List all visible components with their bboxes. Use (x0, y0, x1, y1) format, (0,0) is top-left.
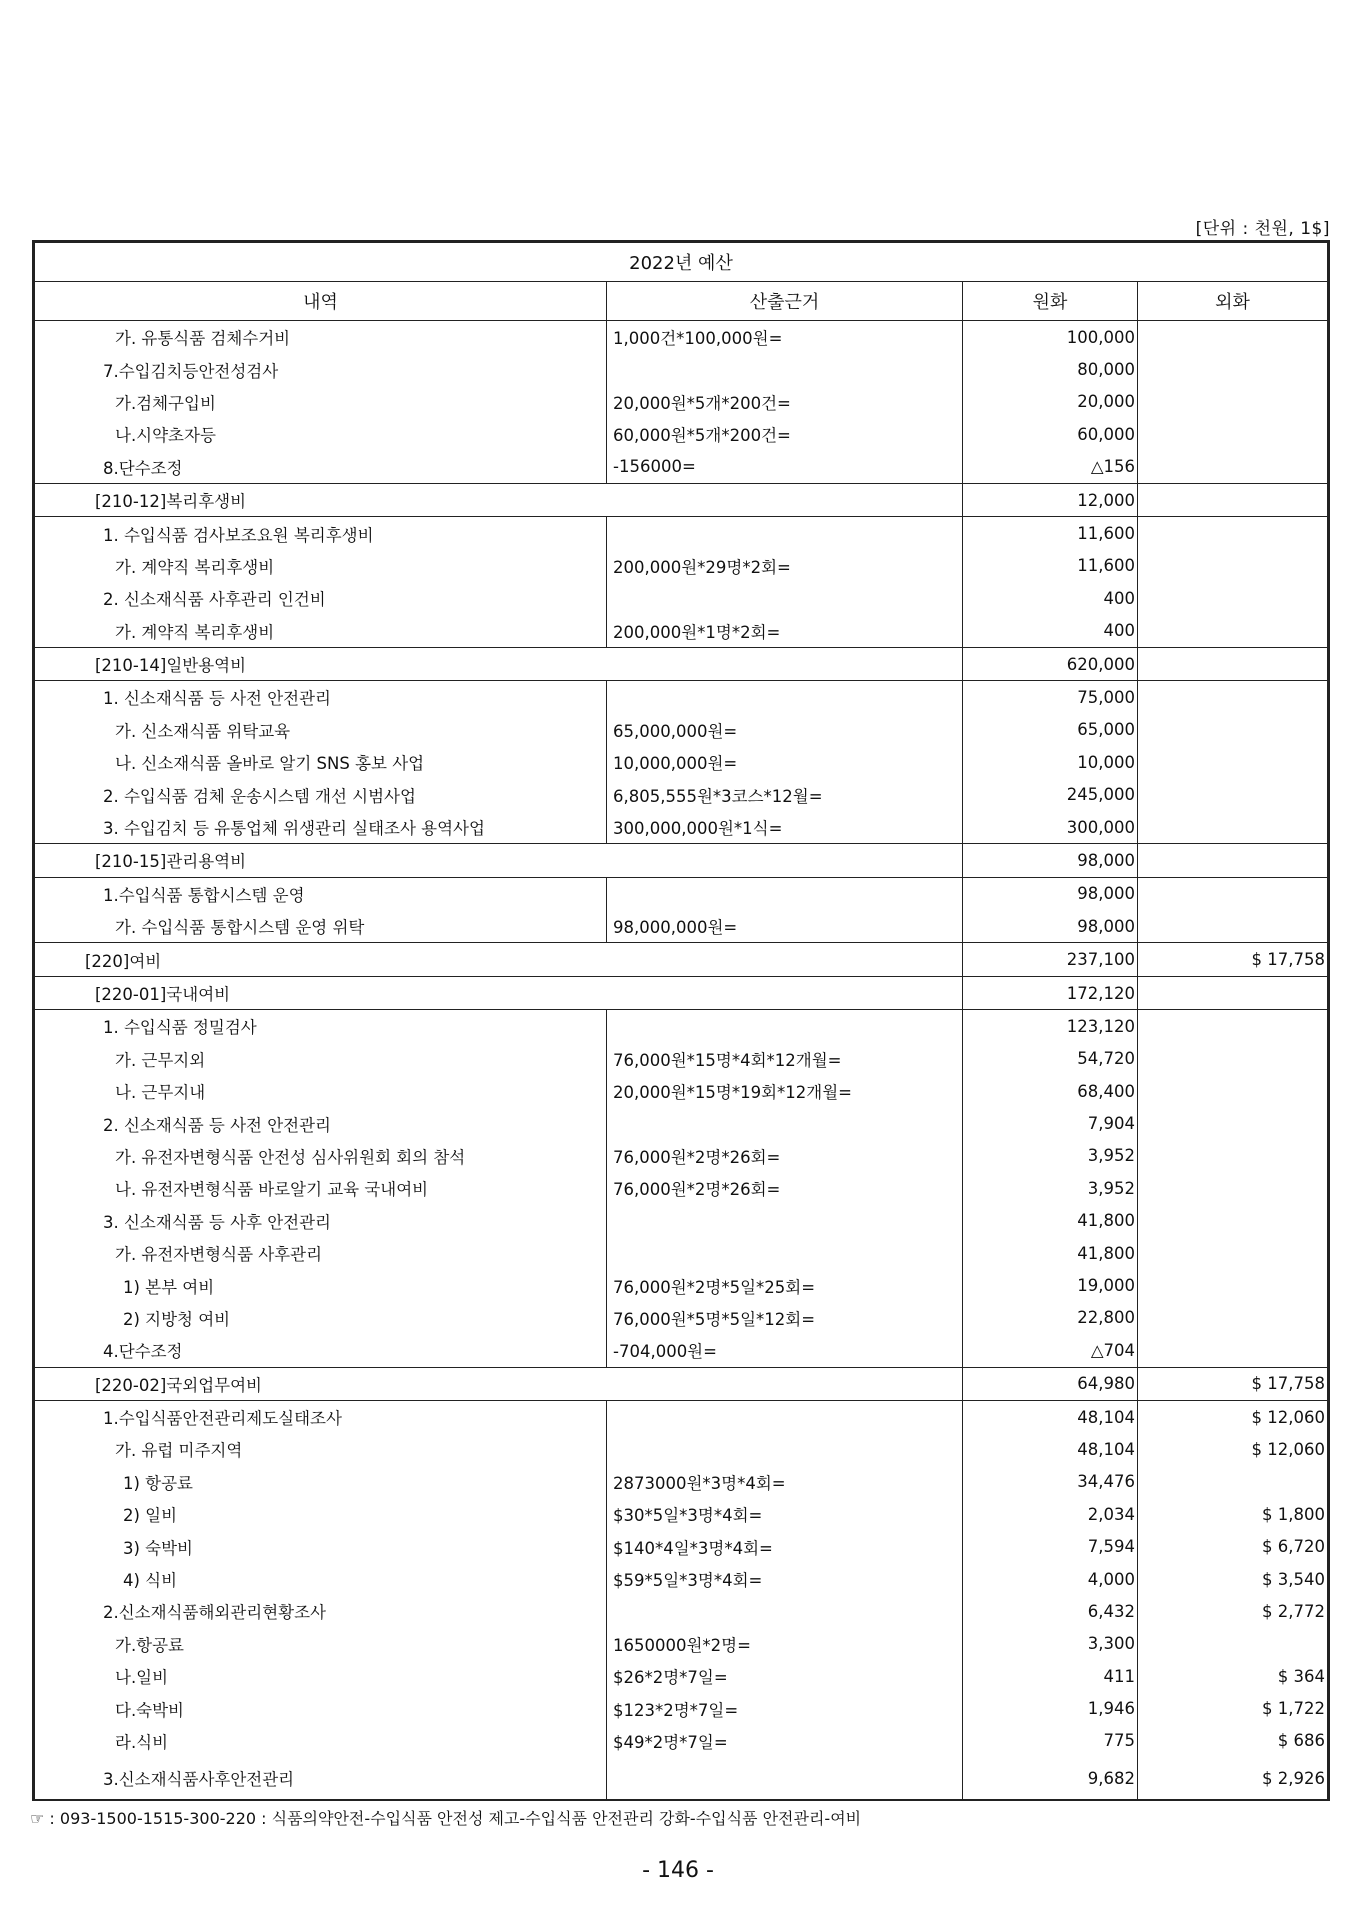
cell-krw: 4,000 (963, 1563, 1138, 1595)
description-text: 2) 지방청 여비 (123, 1309, 231, 1329)
cell-basis: 20,000원*15명*19회*12개월= (607, 1075, 963, 1107)
cell-basis: 98,000,000원= (607, 910, 963, 943)
cell-krw: 34,476 (963, 1466, 1138, 1498)
cell-krw: 100,000 (963, 321, 1138, 354)
cell-krw: △156 (963, 451, 1138, 484)
description-text: 3. 신소재식품 등 사후 안전관리 (103, 1212, 331, 1232)
cell-description (35, 1205, 607, 1237)
cell-basis: $59*5일*3명*4회= (607, 1563, 963, 1595)
description-text: 다.숙박비 (115, 1700, 185, 1720)
cell-basis: 65,000,000원= (607, 714, 963, 746)
description-text: [210-14]일반용역비 (95, 656, 247, 676)
cell-description (35, 681, 607, 714)
cell-foreign (1138, 1237, 1328, 1269)
cell-basis (607, 1010, 963, 1043)
cell-foreign (1138, 714, 1328, 746)
description-text: 나.시약초자등 (115, 426, 216, 446)
cell-description (35, 778, 607, 810)
footnote: ☞ : 093-1500-1515-300-220 : 식품의약안전-수입식품 안전성 제고-수입식품 안전관리 강화-수입식품 안전관리-여비 (30, 1809, 862, 1828)
cell-description (35, 1140, 607, 1172)
description-text: 1. 수입식품 검사보조요원 복리후생비 (103, 525, 374, 545)
description-text: 4) 식비 (123, 1571, 178, 1591)
cell-basis (607, 877, 963, 910)
cell-foreign: $ 6,720 (1138, 1530, 1328, 1562)
description-text: 1. 수입식품 정밀검사 (103, 1018, 257, 1038)
description-text: 가. 유통식품 검체수거비 (115, 329, 291, 349)
cell-basis (607, 353, 963, 385)
cell-foreign (1138, 647, 1328, 680)
cell-foreign: $ 686 (1138, 1725, 1328, 1757)
cell-krw: 80,000 (963, 353, 1138, 385)
cell-foreign (1138, 844, 1328, 877)
cell-description (35, 811, 607, 844)
cell-foreign (1138, 1107, 1328, 1139)
cell-foreign (1138, 1010, 1328, 1043)
unit-label: [단위 : 천원, 1$] (1195, 219, 1330, 239)
cell-description (35, 746, 607, 778)
cell-description (35, 1269, 607, 1301)
cell-basis: 60,000원*5개*200건= (607, 418, 963, 450)
cell-krw: 48,104 (963, 1433, 1138, 1465)
cell-krw: 41,800 (963, 1205, 1138, 1237)
cell-krw: 300,000 (963, 811, 1138, 844)
cell-description (35, 910, 607, 943)
table-row (35, 1302, 1328, 1334)
cell-description (35, 844, 963, 877)
cell-basis (607, 582, 963, 614)
cell-description (35, 647, 963, 680)
cell-foreign: $ 1,722 (1138, 1692, 1328, 1724)
description-text: 4.단수조정 (103, 1342, 183, 1362)
table-row (35, 1140, 1328, 1172)
cell-foreign (1138, 1172, 1328, 1204)
cell-foreign (1138, 910, 1328, 943)
cell-foreign: $ 12,060 (1138, 1433, 1328, 1465)
cell-krw: 6,432 (963, 1595, 1138, 1627)
cell-basis (607, 1205, 963, 1237)
cell-description (35, 976, 963, 1009)
table-title: 2022년 예산 (35, 243, 1328, 282)
cell-krw: 68,400 (963, 1075, 1138, 1107)
description-text: [220-02]국외업무여비 (95, 1375, 262, 1395)
cell-foreign: $ 2,772 (1138, 1595, 1328, 1627)
cell-basis (607, 1237, 963, 1269)
cell-description (35, 1334, 607, 1367)
cell-description (35, 1660, 607, 1692)
page-number: - 146 - (642, 1858, 714, 1883)
cell-foreign: $ 364 (1138, 1660, 1328, 1692)
cell-krw: 7,594 (963, 1530, 1138, 1562)
cell-description (35, 1075, 607, 1107)
description-text: 나. 신소재식품 올바로 알기 SNS 홍보 사업 (115, 754, 425, 774)
description-text: 라.식비 (115, 1732, 169, 1752)
description-text: 1.수입식품안전관리제도실태조사 (103, 1409, 342, 1429)
description-text: 가. 계약직 복리후생비 (115, 557, 275, 577)
cell-basis: 2873000원*3명*4회= (607, 1466, 963, 1498)
cell-description (35, 1595, 607, 1627)
header-krw: 원화 (963, 282, 1138, 321)
cell-foreign (1138, 1205, 1328, 1237)
cell-basis: 200,000원*29명*2회= (607, 550, 963, 582)
cell-krw: 20,000 (963, 386, 1138, 418)
cell-description (35, 1530, 607, 1562)
cell-basis: 76,000원*15명*4회*12개월= (607, 1043, 963, 1075)
description-text: 2. 신소재식품 사후관리 인건비 (103, 590, 326, 610)
cell-krw: 9,682 (963, 1757, 1138, 1799)
cell-description (35, 1692, 607, 1724)
cell-description (35, 1367, 963, 1400)
description-text: 가. 계약직 복리후생비 (115, 622, 275, 642)
cell-krw: 400 (963, 582, 1138, 614)
cell-krw: 172,120 (963, 976, 1138, 1009)
cell-foreign (1138, 1628, 1328, 1660)
cell-foreign (1138, 483, 1328, 516)
cell-foreign (1138, 877, 1328, 910)
table-row (35, 1595, 1328, 1627)
cell-krw: 98,000 (963, 910, 1138, 943)
table-row (35, 1269, 1328, 1301)
table-row (35, 1498, 1328, 1530)
cell-basis: 76,000원*5명*5일*12회= (607, 1302, 963, 1334)
cell-basis: $30*5일*3명*4회= (607, 1498, 963, 1530)
description-text: 나. 유전자변형식품 바로알기 교육 국내여비 (115, 1180, 429, 1200)
cell-basis: 6,805,555원*3코스*12월= (607, 778, 963, 810)
description-text: 1.수입식품 통합시스템 운영 (103, 885, 305, 905)
cell-description (35, 517, 607, 550)
table-row (35, 1334, 1328, 1367)
cell-krw: 1,946 (963, 1692, 1138, 1724)
cell-basis: -704,000원= (607, 1334, 963, 1367)
cell-description (35, 877, 607, 910)
cell-foreign (1138, 451, 1328, 484)
cell-foreign (1138, 1075, 1328, 1107)
description-text: 가.항공료 (115, 1635, 185, 1655)
header-basis: 산출근거 (607, 282, 963, 321)
cell-basis (607, 1595, 963, 1627)
table-row (35, 1692, 1328, 1724)
table-row (35, 714, 1328, 746)
cell-foreign (1138, 615, 1328, 648)
cell-basis (607, 1400, 963, 1433)
cell-foreign: $ 2,926 (1138, 1757, 1328, 1799)
cell-foreign (1138, 681, 1328, 714)
cell-krw: 245,000 (963, 778, 1138, 810)
cell-description (35, 550, 607, 582)
cell-krw: 12,000 (963, 483, 1138, 516)
description-text: 가.검체구입비 (115, 393, 216, 413)
cell-foreign (1138, 976, 1328, 1009)
cell-krw: 60,000 (963, 418, 1138, 450)
table-row (35, 1205, 1328, 1237)
description-text: 가. 신소재식품 위탁교육 (115, 721, 291, 741)
cell-description (35, 1433, 607, 1465)
cell-krw: 400 (963, 615, 1138, 648)
description-text: 나. 근무지내 (115, 1083, 206, 1103)
table-row (35, 910, 1328, 943)
cell-foreign (1138, 1302, 1328, 1334)
cell-description (35, 615, 607, 648)
cell-foreign: $ 3,540 (1138, 1563, 1328, 1595)
cell-krw: 123,120 (963, 1010, 1138, 1043)
cell-description (35, 418, 607, 450)
cell-foreign: $ 12,060 (1138, 1400, 1328, 1433)
cell-krw: 41,800 (963, 1237, 1138, 1269)
cell-foreign (1138, 778, 1328, 810)
cell-krw: 2,034 (963, 1498, 1138, 1530)
cell-description (35, 1628, 607, 1660)
cell-basis: 200,000원*1명*2회= (607, 615, 963, 648)
cell-krw: 411 (963, 1660, 1138, 1692)
table-row (35, 1010, 1328, 1043)
table-row (35, 811, 1328, 844)
description-text: [220]여비 (85, 951, 162, 971)
table-row (35, 1043, 1328, 1075)
table-row (35, 483, 1328, 516)
cell-description (35, 483, 963, 516)
description-text: 1) 본부 여비 (123, 1277, 215, 1297)
table-row (35, 1628, 1328, 1660)
cell-description (35, 1466, 607, 1498)
description-text: 8.단수조정 (103, 458, 183, 478)
cell-basis (607, 1757, 963, 1799)
description-text: 3. 수입김치 등 유통업체 위생관리 실태조사 용역사업 (103, 819, 485, 839)
budget-table (34, 242, 1328, 1799)
table-row (35, 943, 1328, 976)
header-foreign: 외화 (1138, 282, 1328, 321)
cell-krw: 11,600 (963, 550, 1138, 582)
cell-krw: 98,000 (963, 877, 1138, 910)
cell-foreign (1138, 550, 1328, 582)
header-description: 내역 (35, 282, 607, 321)
cell-foreign (1138, 1140, 1328, 1172)
cell-foreign (1138, 1043, 1328, 1075)
table-row (35, 1466, 1328, 1498)
cell-basis: $49*2명*7일= (607, 1725, 963, 1757)
cell-description (35, 582, 607, 614)
cell-krw: 64,980 (963, 1367, 1138, 1400)
cell-basis: 10,000,000원= (607, 746, 963, 778)
cell-basis: $26*2명*7일= (607, 1660, 963, 1692)
cell-description (35, 943, 963, 976)
cell-description (35, 1237, 607, 1269)
description-text: 가. 유전자변형식품 사후관리 (115, 1245, 323, 1265)
cell-krw: 3,300 (963, 1628, 1138, 1660)
table-row (35, 1660, 1328, 1692)
cell-description (35, 1400, 607, 1433)
cell-krw: 775 (963, 1725, 1138, 1757)
cell-basis: $123*2명*7일= (607, 1692, 963, 1724)
cell-basis: -156000= (607, 451, 963, 484)
cell-basis (607, 1107, 963, 1139)
cell-foreign (1138, 811, 1328, 844)
cell-krw: 19,000 (963, 1269, 1138, 1301)
cell-description (35, 1302, 607, 1334)
cell-description (35, 321, 607, 354)
table-row (35, 647, 1328, 680)
table-row (35, 550, 1328, 582)
description-text: [210-15]관리용역비 (95, 852, 247, 872)
cell-basis: 1,000건*100,000원= (607, 321, 963, 354)
table-row (35, 1107, 1328, 1139)
table-row (35, 1237, 1328, 1269)
cell-krw: 7,904 (963, 1107, 1138, 1139)
budget-table-container (32, 240, 1330, 1801)
description-text: 가. 유전자변형식품 안전성 심사위원회 회의 참석 (115, 1147, 466, 1167)
cell-foreign: $ 1,800 (1138, 1498, 1328, 1530)
cell-description (35, 386, 607, 418)
description-text: 1. 신소재식품 등 사전 안전관리 (103, 689, 331, 709)
cell-basis: 20,000원*5개*200건= (607, 386, 963, 418)
table-row (35, 877, 1328, 910)
cell-foreign (1138, 1269, 1328, 1301)
table-body (35, 321, 1328, 1800)
table-row (35, 321, 1328, 354)
cell-basis (607, 1433, 963, 1465)
cell-foreign (1138, 353, 1328, 385)
cell-foreign (1138, 321, 1328, 354)
cell-basis: 300,000,000원*1식= (607, 811, 963, 844)
cell-description (35, 1757, 607, 1799)
cell-krw: 54,720 (963, 1043, 1138, 1075)
cell-krw: 10,000 (963, 746, 1138, 778)
cell-description (35, 1107, 607, 1139)
description-text: 나.일비 (115, 1668, 169, 1688)
cell-description (35, 1010, 607, 1043)
cell-basis: 1650000원*2명= (607, 1628, 963, 1660)
cell-krw: 620,000 (963, 647, 1138, 680)
cell-krw: 98,000 (963, 844, 1138, 877)
table-row (35, 1172, 1328, 1204)
cell-description (35, 714, 607, 746)
table-row (35, 1075, 1328, 1107)
description-text: 가. 유럽 미주지역 (115, 1441, 243, 1461)
table-row (35, 582, 1328, 614)
cell-basis: $140*4일*3명*4회= (607, 1530, 963, 1562)
cell-foreign (1138, 1466, 1328, 1498)
description-text: 3) 숙박비 (123, 1538, 193, 1558)
cell-krw: 48,104 (963, 1400, 1138, 1433)
cell-description (35, 353, 607, 385)
table-row (35, 1400, 1328, 1433)
cell-foreign: $ 17,758 (1138, 943, 1328, 976)
description-text: 2. 수입식품 검체 운송시스템 개선 시범사업 (103, 786, 416, 806)
cell-foreign (1138, 1334, 1328, 1367)
cell-krw: 22,800 (963, 1302, 1138, 1334)
cell-description (35, 1725, 607, 1757)
cell-description (35, 1563, 607, 1595)
cell-krw: 3,952 (963, 1140, 1138, 1172)
cell-basis: 76,000원*2명*26회= (607, 1140, 963, 1172)
table-row (35, 353, 1328, 385)
description-text: [220-01]국내여비 (95, 985, 231, 1004)
cell-krw: 75,000 (963, 681, 1138, 714)
description-text: 1) 항공료 (123, 1473, 193, 1493)
cell-krw: 3,952 (963, 1172, 1138, 1204)
table-row (35, 418, 1328, 450)
cell-foreign (1138, 418, 1328, 450)
cell-description (35, 1043, 607, 1075)
table-row (35, 844, 1328, 877)
cell-basis (607, 681, 963, 714)
cell-description (35, 1172, 607, 1204)
cell-description (35, 451, 607, 484)
description-text: 2. 신소재식품 등 사전 안전관리 (103, 1115, 331, 1135)
table-row (35, 517, 1328, 550)
cell-krw: △704 (963, 1334, 1138, 1367)
description-text: [210-12]복리후생비 (95, 492, 247, 512)
table-row (35, 1530, 1328, 1562)
table-row (35, 386, 1328, 418)
table-row (35, 1563, 1328, 1595)
description-text: 7.수입김치등안전성검사 (103, 361, 279, 381)
table-row (35, 681, 1328, 714)
cell-krw: 11,600 (963, 517, 1138, 550)
table-row (35, 1757, 1328, 1799)
cell-foreign: $ 17,758 (1138, 1367, 1328, 1400)
description-text: 2) 일비 (123, 1506, 178, 1526)
table-row (35, 451, 1328, 484)
description-text: 가. 근무지외 (115, 1050, 206, 1070)
description-text: 3.신소재식품사후안전관리 (103, 1770, 295, 1790)
cell-basis: 76,000원*2명*26회= (607, 1172, 963, 1204)
description-text: 가. 수입식품 통합시스템 운영 위탁 (115, 918, 365, 938)
cell-description (35, 1498, 607, 1530)
table-row (35, 976, 1328, 1009)
cell-basis: 76,000원*2명*5일*25회= (607, 1269, 963, 1301)
cell-krw: 65,000 (963, 714, 1138, 746)
table-row (35, 746, 1328, 778)
table-row (35, 1433, 1328, 1465)
description-text: 2.신소재식품해외관리현황조사 (103, 1603, 326, 1623)
table-row (35, 615, 1328, 648)
cell-foreign (1138, 582, 1328, 614)
table-row (35, 778, 1328, 810)
cell-basis (607, 517, 963, 550)
table-row (35, 1725, 1328, 1757)
cell-foreign (1138, 746, 1328, 778)
cell-foreign (1138, 386, 1328, 418)
table-row (35, 1367, 1328, 1400)
cell-krw: 237,100 (963, 943, 1138, 976)
cell-foreign (1138, 517, 1328, 550)
